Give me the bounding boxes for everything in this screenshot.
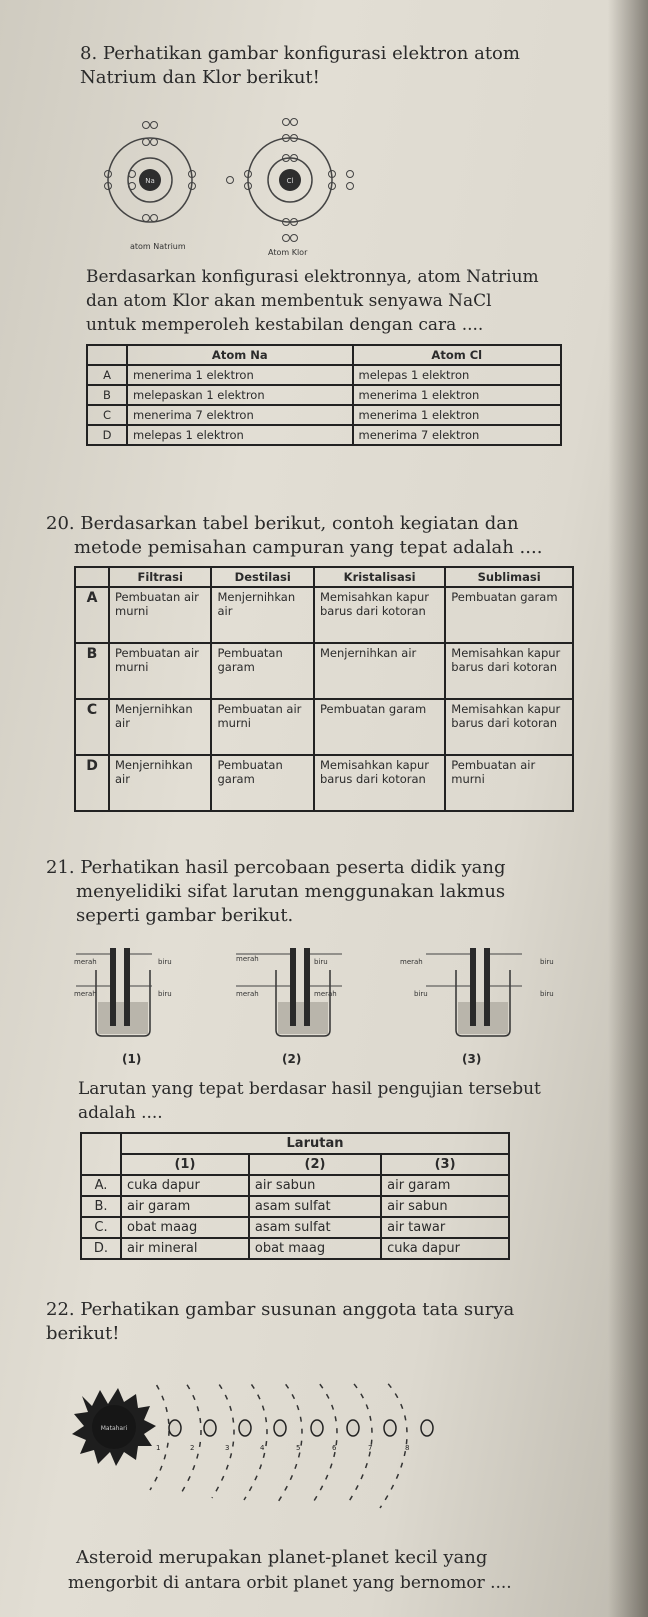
b3-label-top-left: merah [400,958,423,966]
b1-label-bottom-right: biru [158,990,172,998]
na-cell: melepas 1 elektron [127,425,353,445]
planet-number: 6 [332,1444,337,1452]
filtrasi-cell: Pembuatan air murni [109,643,211,699]
header-2: (2) [249,1154,381,1175]
q21-group-header [81,1133,509,1154]
na-cell: menerima 7 elektron [127,405,353,425]
q8-header-na: Atom Na [127,345,353,365]
kristalisasi-cell: Memisahkan kapur barus dari kotoran [314,587,445,643]
q8-line2: Natrium dan Klor berikut! [80,67,320,88]
option-letter: C. [81,1217,121,1238]
q21-stem2: adalah .... [78,1103,163,1123]
table-row[interactable] [81,1196,509,1217]
b3-label-top-right: biru [540,958,554,966]
solution-3-cell: air tawar [381,1217,509,1238]
q20-answer-table [74,566,574,812]
cl-cell: menerima 1 elektron [353,405,561,425]
destilasi-cell: Pembuatan garam [211,643,313,699]
q20-table-header [75,567,573,587]
beaker-2-label: (2) [282,1052,302,1066]
table-row[interactable] [87,365,561,385]
q20-line1: 20. Berdasarkan tabel berikut, contoh kegiatan dan [46,513,519,534]
header-sublimasi: Sublimasi [445,567,573,587]
table-row[interactable] [87,385,561,405]
q21-stem1: Larutan yang tepat berdasar hasil pengujian tersebut [78,1079,541,1099]
solution-1-cell: air garam [121,1196,249,1217]
solution-3-cell: air sabun [381,1196,509,1217]
table-row[interactable] [75,587,573,643]
header-destilasi: Destilasi [211,567,313,587]
q8-stem3: untuk memperoleh kestabilan dengan cara .... [86,315,484,335]
beaker-3 [426,948,522,1036]
q21-line3: seperti gambar berikut. [76,905,294,926]
q21-line2: menyelidiki sifat larutan menggunakan lakmus [76,881,506,902]
q8-stem1: Berdasarkan konfigurasi elektronnya, atom Natrium [86,267,539,287]
filtrasi-cell: Pembuatan air murni [109,587,211,643]
cl-cell: menerima 7 elektron [353,425,561,445]
na-caption: atom Natrium [130,242,186,251]
solution-2-cell: asam sulfat [249,1217,381,1238]
option-letter: B. [81,1196,121,1217]
table-row[interactable] [75,755,573,811]
planet-number: 4 [260,1444,265,1452]
beaker-1-label: (1) [122,1052,142,1066]
planet-number: 5 [296,1444,301,1452]
solution-2-cell: air sabun [249,1175,381,1196]
planet-icons [169,1420,433,1436]
option-letter: A. [81,1175,121,1196]
b2-label-top-left: merah [236,955,259,963]
kristalisasi-cell: Pembuatan garam [314,699,445,755]
b1-label-bottom-left: merah [74,990,97,998]
cl-cell: menerima 1 elektron [353,385,561,405]
option-letter: D. [81,1238,121,1259]
q8-header-cl: Atom Cl [353,345,561,365]
filtrasi-cell: Menjernihkan air [109,699,211,755]
b3-label-bottom-right: biru [540,990,554,998]
header-filtrasi: Filtrasi [109,567,211,587]
na-symbol: Na [145,177,155,185]
cl-cell: melepas 1 elektron [353,365,561,385]
b1-label-top-right: biru [158,958,172,966]
q20-line2: metode pemisahan campuran yang tepat adalah .... [74,537,543,558]
header-3: (3) [381,1154,509,1175]
option-letter: D [75,755,109,811]
planet-number: 3 [225,1444,230,1452]
kristalisasi-cell: Memisahkan kapur barus dari kotoran [314,755,445,811]
sublimasi-cell: Pembuatan air murni [445,755,573,811]
b2-label-bottom-right: merah [314,990,337,998]
destilasi-cell: Pembuatan garam [211,755,313,811]
sublimasi-cell: Memisahkan kapur barus dari kotoran [445,643,573,699]
header-kristalisasi: Kristalisasi [314,567,445,587]
b1-label-top-left: merah [74,958,97,966]
option-letter: B [75,643,109,699]
table-row[interactable] [81,1175,509,1196]
na-cell: melepaskan 1 elektron [127,385,353,405]
option-letter: A [87,365,127,385]
table-row[interactable] [87,405,561,425]
b2-label-bottom-left: merah [236,990,259,998]
planet-number: 1 [156,1444,161,1452]
q22-line2: berikut! [46,1323,120,1344]
cl-symbol: Cl [286,177,294,185]
option-letter: C [87,405,127,425]
sublimasi-cell: Pembuatan garam [445,587,573,643]
destilasi-cell: Pembuatan air murni [211,699,313,755]
q21-line1: 21. Perhatikan hasil percobaan peserta didik yang [46,857,506,878]
larutan-header: Larutan [121,1133,509,1154]
option-letter: A [75,587,109,643]
table-row[interactable] [75,699,573,755]
solution-3-cell: cuka dapur [381,1238,509,1259]
q8-line1: 8. Perhatikan gambar konfigurasi elektron atom [80,43,520,64]
planet-number: 7 [368,1444,373,1452]
b2-label-top-right: biru [314,958,328,966]
b3-label-bottom-left: biru [414,990,428,998]
q8-table-header [87,345,561,365]
beaker-3-label: (3) [462,1052,482,1066]
planet-number-labels [156,1444,409,1452]
table-row[interactable] [81,1238,509,1259]
q8-stem2: dan atom Klor akan membentuk senyawa NaCl [86,291,492,311]
solution-1-cell: obat maag [121,1217,249,1238]
q8-answer-table [86,344,562,446]
page-edge-shadow [608,0,648,1617]
atom-diagrams [80,100,370,260]
sublimasi-cell: Memisahkan kapur barus dari kotoran [445,699,573,755]
solution-3-cell: air garam [381,1175,509,1196]
option-letter: C [75,699,109,755]
q21-answer-table [80,1132,510,1260]
planet-number: 2 [190,1444,195,1452]
q22-stem2: mengorbit di antara orbit planet yang bernomor .... [68,1573,512,1593]
table-row[interactable] [75,643,573,699]
na-cell: menerima 1 elektron [127,365,353,385]
destilasi-cell: Menjernihkan air [211,587,313,643]
planet-number: 8 [405,1444,410,1452]
q22-line1: 22. Perhatikan gambar susunan anggota tata surya [46,1299,515,1320]
cl-caption: Atom Klor [268,248,308,257]
table-row[interactable] [87,425,561,445]
solution-2-cell: obat maag [249,1238,381,1259]
solar-system-diagram [70,1380,550,1510]
option-letter: B [87,385,127,405]
solution-1-cell: cuka dapur [121,1175,249,1196]
table-row[interactable] [81,1217,509,1238]
solution-2-cell: asam sulfat [249,1196,381,1217]
filtrasi-cell: Menjernihkan air [109,755,211,811]
sun-label: Matahari [100,1425,128,1432]
solution-1-cell: air mineral [121,1238,249,1259]
q22-stem1: Asteroid merupakan planet-planet kecil yang [76,1547,488,1568]
kristalisasi-cell: Menjernihkan air [314,643,445,699]
q21-table-header [81,1154,509,1175]
header-1: (1) [121,1154,249,1175]
option-letter: D [87,425,127,445]
